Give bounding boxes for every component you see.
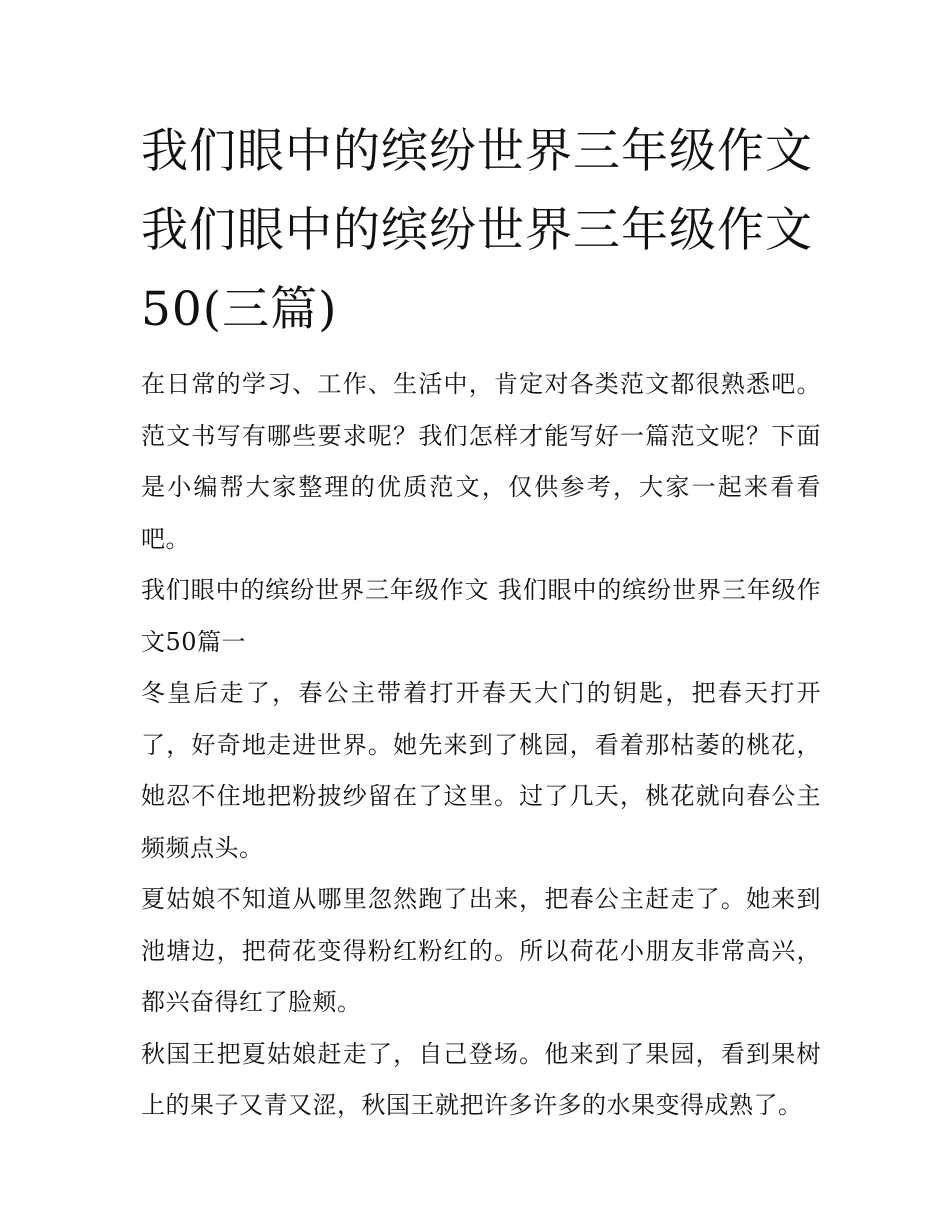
section-heading: 我们眼中的缤纷世界三年级作文 我们眼中的缤纷世界三年级作文50篇一 (141, 576, 821, 656)
intro-paragraph: 在日常的学习、工作、生活中，肯定对各类范文都很熟悉吧。范文书写有哪些要求呢？我们怎样才能写好一篇范文呢？下面是小编帮大家整理的优质范文，仅供参考，大家一起来看看吧。 (141, 370, 821, 553)
body-paragraph-summer: 夏姑娘不知道从哪里忽然跑了出来，把春公主赶走了。她来到池塘边，把荷花变得粉红粉红的。所以荷花小朋友非常高兴，都兴奋得红了脸颊。 (141, 885, 821, 1016)
document-body (141, 359, 821, 1132)
document-page (141, 112, 821, 1132)
document-title: 我们眼中的缤纷世界三年级作文 我们眼中的缤纷世界三年级作文50(三篇) (141, 124, 813, 337)
body-paragraph-spring: 冬皇后走了，春公主带着打开春天大门的钥匙，把春天打开了，好奇地走进世界。她先来到了桃园，看着那枯萎的桃花，她忍不住地把粉披纱留在了这里。过了几天，桃花就向春公主频频点头。 (141, 679, 821, 862)
body-paragraph-autumn: 秋国王把夏姑娘赶走了，自己登场。他来到了果园，看到果树上的果子又青又涩，秋国王就把许多许多的水果变得成熟了。 (141, 1039, 821, 1119)
